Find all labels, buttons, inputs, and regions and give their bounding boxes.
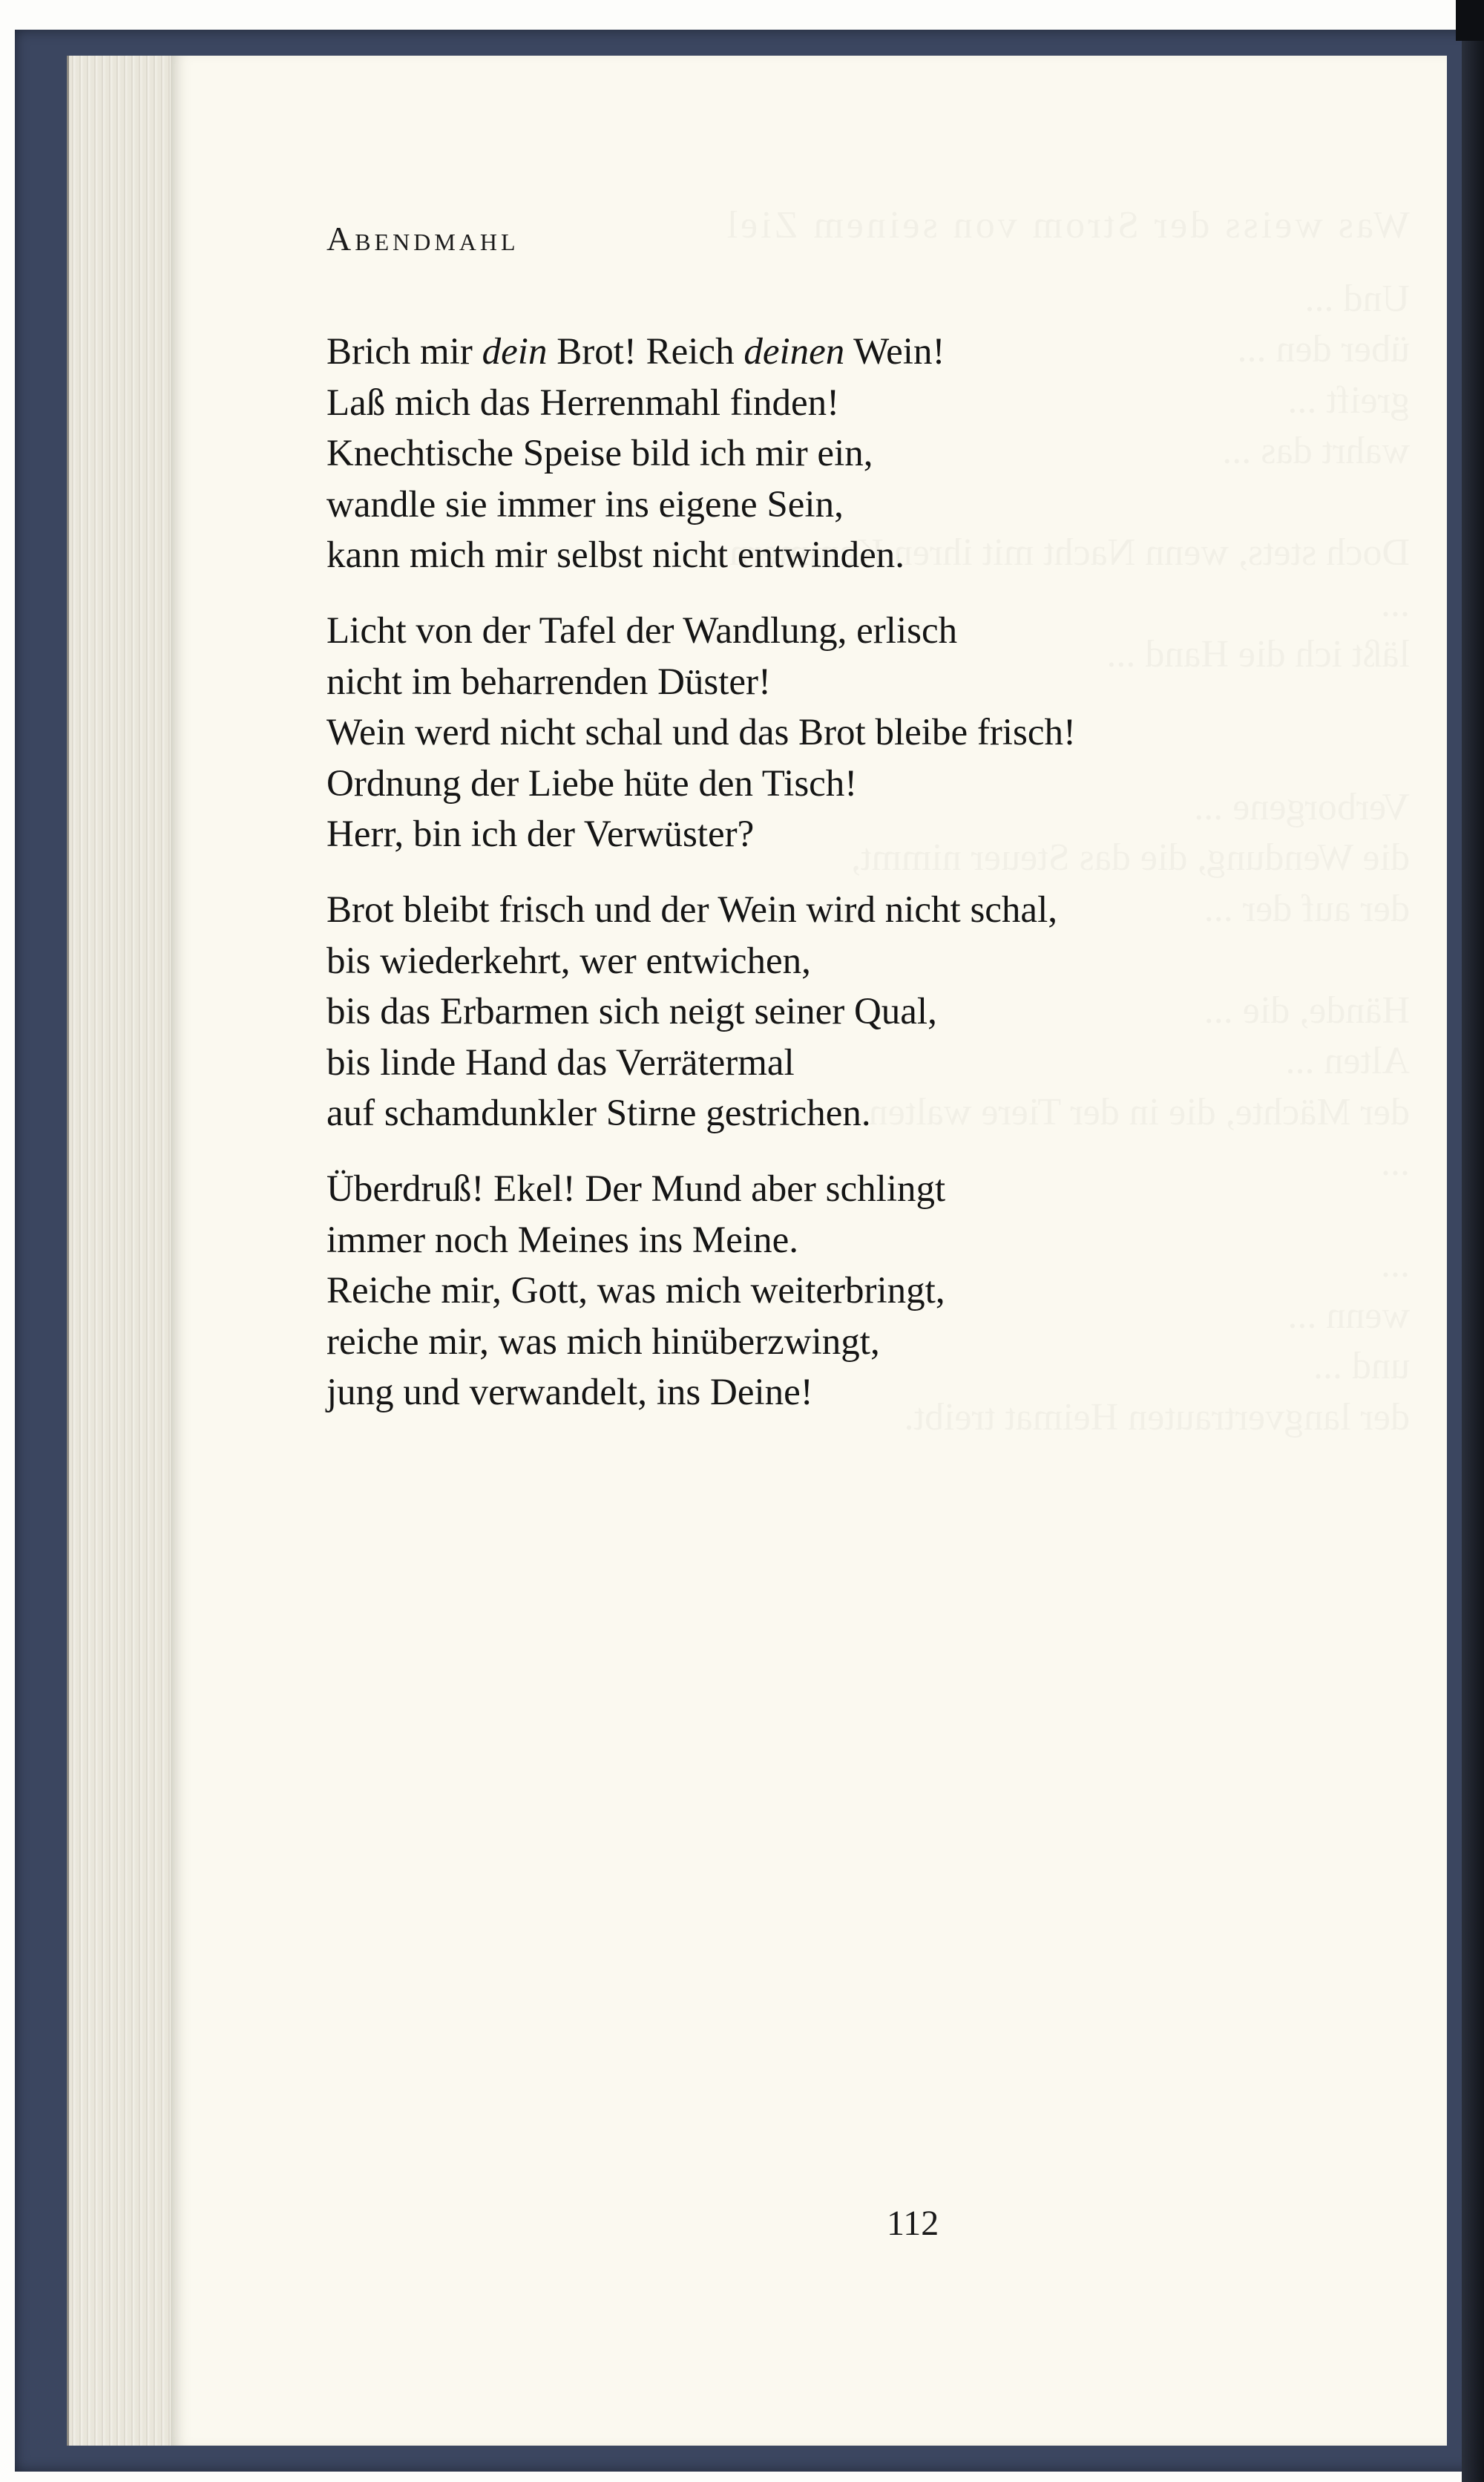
- poem-line: wandle sie immer ins eigene Sein,: [326, 483, 844, 525]
- poem-line: Ordnung der Liebe hüte den Tisch!: [326, 762, 858, 805]
- bleed-through-line: die Wendung, die das Steuer nimmt,: [850, 836, 1410, 879]
- bleed-through-line: der langvertrauten Heimat treibt.: [904, 1395, 1410, 1438]
- bleed-through-line: Hände, die ...: [1204, 989, 1410, 1032]
- bleed-through-line: ...: [1381, 1243, 1410, 1286]
- cover-edge-shadow: [1462, 0, 1484, 2482]
- stanza: [326, 606, 1425, 860]
- bleed-through-line: greift ...: [1287, 379, 1410, 422]
- poem-line: reiche mir, was mich hinüberzwingt,: [326, 1320, 880, 1363]
- poem-line: bis linde Hand das Verrätermal: [326, 1041, 795, 1084]
- bleed-through-line: der auf der ...: [1204, 887, 1410, 930]
- poem-line: Knechtische Speise bild ich mir ein,: [326, 433, 873, 475]
- cover-corner: [1456, 0, 1484, 41]
- poem-line: Reiche mir, Gott, was mich weiterbringt,: [326, 1270, 945, 1312]
- emphasized-word: dein: [482, 331, 548, 373]
- poem-line: Wein werd nicht schal und das Brot bleibe frisch!: [326, 712, 1076, 754]
- stanza: [326, 327, 1425, 581]
- poem-line: Licht von der Tafel der Wandlung, erlisch: [326, 609, 958, 652]
- poem-title: Abendmahl: [326, 220, 519, 258]
- bleed-through-line: Verborgene ...: [1194, 785, 1410, 828]
- poem-line: jung und verwandelt, ins Deine!: [326, 1372, 813, 1414]
- bleed-through-line: über den ...: [1237, 328, 1410, 370]
- stanza: [326, 885, 1425, 1139]
- poem-line: nicht im beharrenden Düster!: [326, 661, 772, 703]
- page-number: 112: [887, 2204, 939, 2243]
- bleed-through-line: Und ...: [1304, 277, 1410, 320]
- bleed-through-line: ...: [1381, 1142, 1410, 1184]
- poem-line: auf schamdunkler Stirne gestrichen.: [326, 1093, 871, 1135]
- poem-body: [326, 327, 1425, 1443]
- poem-line: bis das Erbarmen sich neigt seiner Qual,: [326, 991, 937, 1033]
- line-text: Wein!: [844, 331, 945, 373]
- bleed-through-line: wenn ...: [1287, 1294, 1410, 1337]
- poem-line: [326, 327, 1425, 378]
- poem-line: Herr, bin ich der Verwüster?: [326, 813, 755, 856]
- page-edges: [67, 56, 173, 2446]
- bleed-through-line: und ...: [1313, 1345, 1410, 1387]
- bleed-through-line: wahrt das ...: [1222, 430, 1410, 472]
- bleed-through-title: Was weiss der Strom von seinem Ziel: [723, 204, 1410, 246]
- line-text: Brich mir: [326, 331, 482, 373]
- bleed-through-line: der Mächte, die in der Tiere walten.: [858, 1090, 1410, 1133]
- poem-line: bis wiederkehrt, wer entwichen,: [326, 940, 811, 982]
- poem-line: Brot bleibt frisch und der Wein wird nicht schal,: [326, 888, 1057, 931]
- poem-line: Überdruß! Ekel! Der Mund aber schlingt: [326, 1168, 946, 1210]
- poem-line: Laß mich das Herrenmahl finden!: [326, 382, 840, 424]
- bleed-through-line: läßt ich die Hand ...: [1106, 633, 1410, 675]
- bleed-through-line: Alten ...: [1285, 1040, 1410, 1082]
- line-text: Brot! Reich: [547, 331, 744, 373]
- emphasized-word: deinen: [743, 331, 845, 373]
- poem-line: kann mich mir selbst nicht entwinden.: [326, 534, 905, 577]
- poem-line: immer noch Meines ins Meine.: [326, 1219, 798, 1261]
- stanza: [326, 1164, 1425, 1418]
- bleed-through-line: Doch stets, wenn Nacht mit ihren Kammern: [729, 531, 1410, 574]
- bleed-through-line: ...: [1381, 582, 1410, 625]
